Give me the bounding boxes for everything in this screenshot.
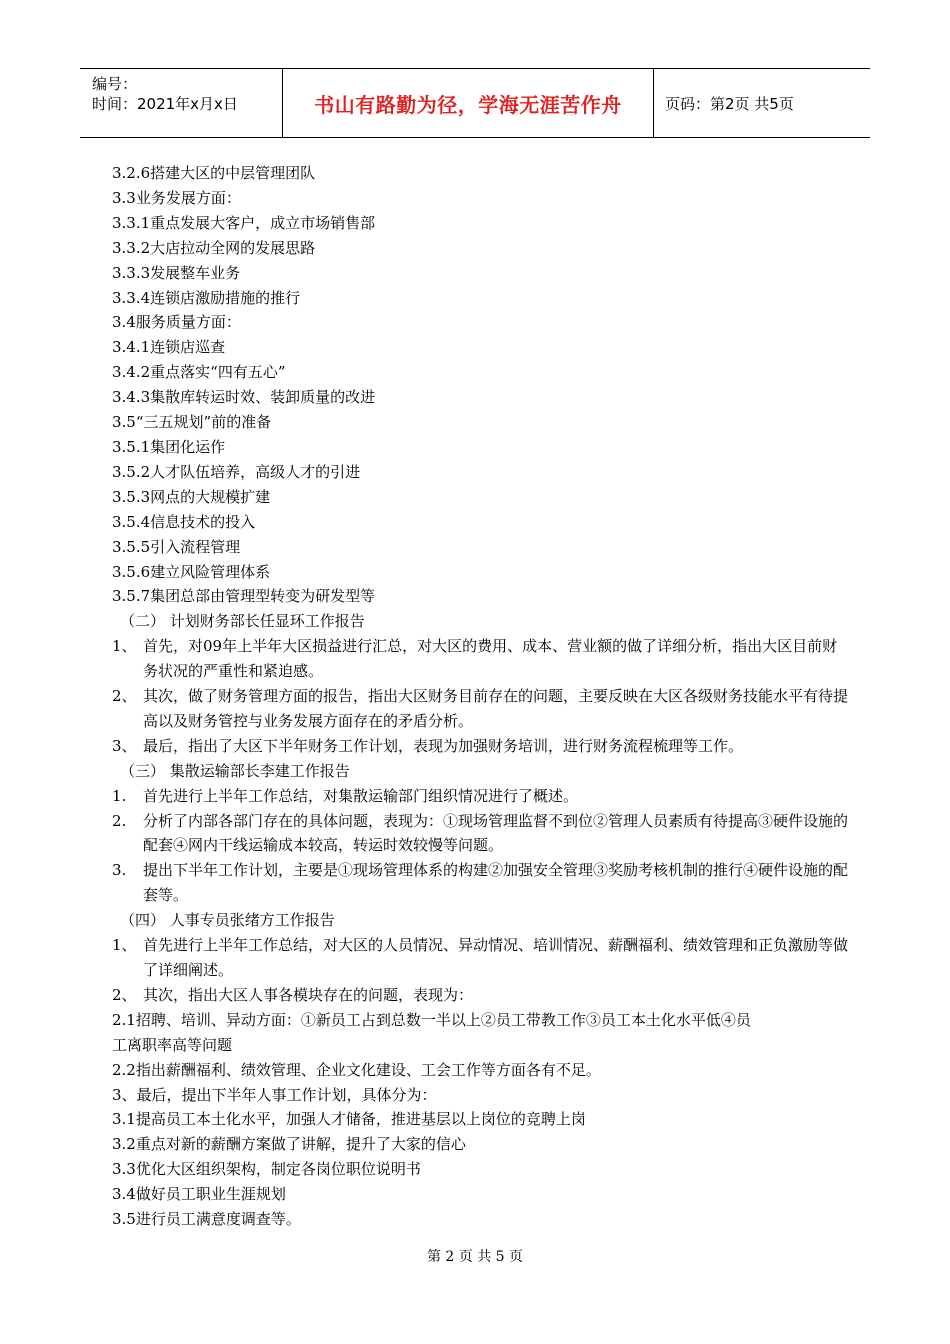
outline-section [112, 161, 852, 634]
text-line: 3.5.1集团化运作 [112, 437, 226, 456]
finance-report-list [112, 634, 852, 759]
list-item [112, 933, 852, 983]
hr-report-list [112, 933, 852, 1008]
transport-report-title: （三） 集散运输部长李建工作报告 [120, 761, 350, 780]
text-line: 3.3.4连锁店激励措施的推行 [112, 288, 301, 307]
list-item-text: 其次，指出大区人事各模块存在的问题，表现为： [143, 985, 474, 1004]
list-item-number: 1. [112, 786, 127, 805]
text-line: 3.3.3发展整车业务 [112, 263, 241, 282]
text-line: 2.1招聘、培训、异动方面：①新员工占到总数一半以上②员工带教工作③员工本土化水平低④员 [112, 1010, 751, 1029]
text-line: 3.2.6搭建大区的中层管理团队 [112, 164, 316, 182]
list-item [112, 734, 852, 759]
text-line: 3.1提高员工本土化水平，加强人才储备，推进基层以上岗位的竞聘上岗 [112, 1110, 586, 1129]
header-motto: 书山有路勤为径，学海无涯苦作舟 [314, 92, 622, 117]
header-page-info: 页码：第2页 共5页 [665, 94, 794, 113]
list-item-number: 2、 [112, 687, 137, 706]
list-item-text: 最后，指出了大区下半年财务工作计划，表现为加强财务培训，进行财务流程梳理等工作。 [143, 736, 744, 755]
list-item-text: 其次，做了财务管理方面的报告，指出大区财务目前存在的问题，主要反映在大区各级财务技能水平有待提高以及财务管控与业务发展方面存在的矛盾分析。 [143, 687, 849, 730]
text-line: 3.4.2重点落实“四有五心” [112, 363, 286, 382]
list-item-text: 提出下半年工作计划，主要是①现场管理体系的构建②加强安全管理③奖励考核机制的推行④硬件设施的配套等。 [143, 861, 849, 905]
list-item [112, 809, 852, 859]
list-item-number: 3. [112, 861, 127, 880]
list-item [112, 983, 852, 1008]
text-line: 3.5.6建立风险管理体系 [112, 562, 271, 581]
transport-report-list [112, 784, 852, 909]
text-line: 3.4.3集散库转运时效、装卸质量的改进 [112, 388, 376, 407]
text-line: 3.4服务质量方面： [112, 313, 241, 332]
text-line: 3.5.5引入流程管理 [112, 537, 241, 556]
text-line: 3.5.2人才队伍培养，高级人才的引进 [112, 462, 361, 481]
list-item [112, 684, 852, 734]
text-line: 3、最后，提出下半年人事工作计划，具体分为： [112, 1085, 437, 1104]
text-line: （二） 计划财务部长任显环工作报告 [120, 612, 365, 631]
list-item-number: 2. [112, 811, 127, 830]
list-item-number: 1、 [112, 936, 137, 955]
list-item-number: 1、 [112, 637, 137, 656]
list-item-text: 分析了内部各部门存在的具体问题，表现为：①现场管理监督不到位②管理人员素质有待提高③硬件设施的配套④网内干线运输成本较高，转运时效较慢等问题。 [143, 811, 849, 855]
text-line: 3.5“三五规划”前的准备 [112, 413, 272, 432]
page-footer: 第 2 页 共 5 页 [426, 1249, 524, 1265]
list-item-text: 首先进行上半年工作总结，对大区的人员情况、异动情况、培训情况、薪酬福利、绩效管理和正负激励等做了详细阐述。 [143, 936, 849, 979]
header-motto-cell [283, 69, 654, 137]
text-line: 2.2指出薪酬福利、绩效管理、企业文化建设、工会工作等方面各有不足。 [112, 1060, 601, 1079]
list-item-number: 3、 [112, 736, 137, 755]
text-line: 3.5.4信息技术的投入 [112, 512, 256, 531]
text-line: 3.2重点对新的薪酬方案做了讲解，提升了大家的信心 [112, 1135, 466, 1154]
hr-detail-lines [112, 1008, 852, 1232]
document-time-label: 时间：2021年x月x日 [92, 95, 238, 113]
text-line: 工离职率高等问题 [112, 1035, 233, 1054]
text-line: 3.5.7集团总部由管理型转变为研发型等 [112, 587, 376, 606]
document-body [112, 161, 852, 1232]
list-item-text: 首先进行上半年工作总结，对集散运输部门组织情况进行了概述。 [143, 786, 579, 805]
list-item-text: 首先，对09年上半年大区损益进行汇总，对大区的费用、成本、营业额的做了详细分析，指出大区目前财务状况的严重性和紧迫感。 [143, 637, 838, 681]
text-line: 3.4做好员工职业生涯规划 [112, 1185, 286, 1204]
hr-report-title: （四） 人事专员张绪方工作报告 [120, 911, 335, 930]
header-meta [80, 69, 283, 137]
text-line: 3.5.3网点的大规模扩建 [112, 487, 271, 506]
text-line: 3.5进行员工满意度调查等。 [112, 1210, 301, 1229]
text-line: 3.3.2大店拉动全网的发展思路 [112, 238, 316, 257]
text-line: 3.4.1连锁店巡查 [112, 338, 226, 357]
header-page-cell [653, 69, 870, 137]
text-line: 3.3.1重点发展大客户，成立市场销售部 [112, 213, 376, 232]
page-header [80, 68, 870, 138]
list-item-number: 2、 [112, 985, 137, 1004]
text-line: 3.3业务发展方面： [112, 188, 241, 207]
list-item [112, 784, 852, 809]
list-item [112, 634, 852, 684]
text-line: 3.3优化大区组织架构，制定各岗位职位说明书 [112, 1160, 421, 1179]
document-number-label: 编号： [92, 75, 138, 93]
list-item [112, 858, 852, 908]
